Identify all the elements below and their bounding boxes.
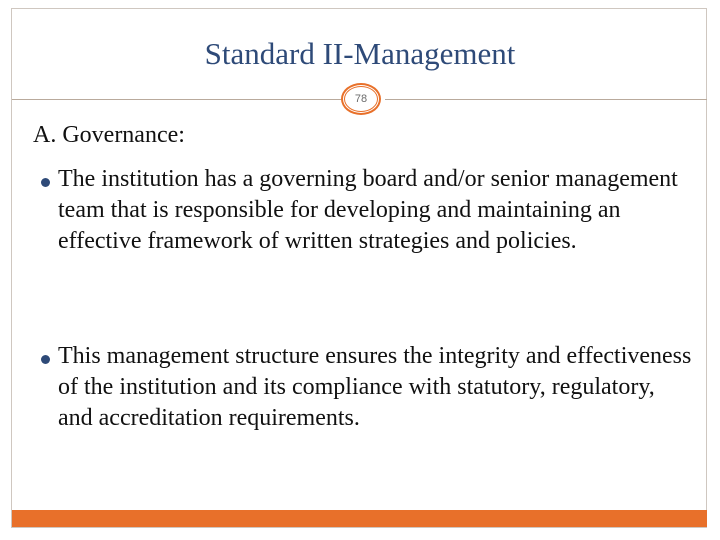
slide-title: Standard II-Management — [204, 36, 516, 71]
title-divider-left — [12, 99, 343, 100]
round-bullet-icon — [41, 178, 50, 187]
page-number-badge — [341, 83, 381, 115]
footer-accent-bar — [12, 510, 707, 527]
title-divider-right — [385, 99, 707, 100]
round-bullet-icon — [41, 355, 50, 364]
bullet-text: The institution has a governing board and/or senior management team that is responsible for developing and maintaining an effective framework of written strategies and policies. — [58, 166, 678, 254]
bullet-item — [33, 341, 693, 434]
section-heading: A. Governance: — [33, 122, 185, 148]
page-number: 78 — [344, 86, 378, 112]
bullet-item — [33, 164, 693, 257]
bullet-text: This management structure ensures the integrity and effectiveness of the institution and its compliance with statutory, regulatory, and accreditation requirements. — [58, 343, 692, 431]
